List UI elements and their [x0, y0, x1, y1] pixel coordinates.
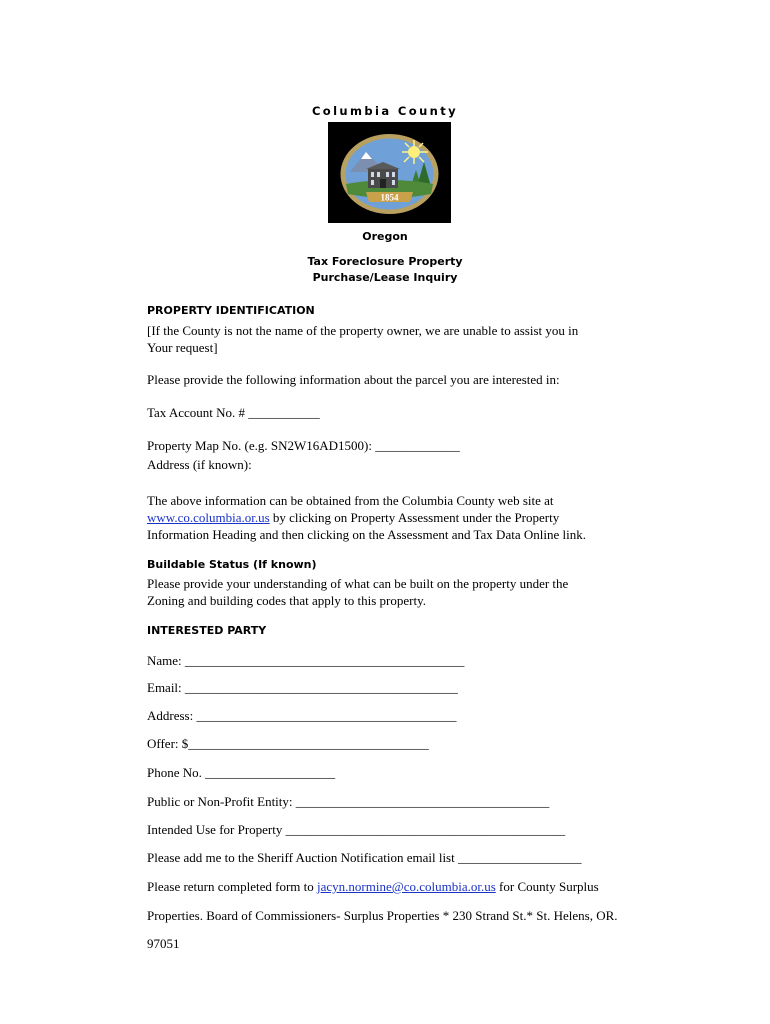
name-field[interactable]: Name: ___________________________________________ [147, 653, 465, 668]
return-prefix: Please return completed form to [147, 879, 318, 894]
county-title: Columbia County [311, 104, 459, 118]
return-suffix: for County Surplus [495, 879, 599, 894]
return-email-link[interactable]: jacyn.normine@co.columbia.or.us [317, 879, 496, 894]
entity-field[interactable]: Public or Non-Profit Entity: _______________________________________ [147, 794, 550, 809]
county-seal [328, 122, 451, 223]
interested-party-heading: INTERESTED PARTY [147, 624, 267, 637]
info-source-line3: Information Heading and then clicking on the Assessment and Tax Data Online link. [147, 527, 586, 542]
county-seal-image [328, 122, 451, 223]
property-identification-heading: PROPERTY IDENTIFICATION [147, 304, 315, 317]
phone-field[interactable]: Phone No. ____________________ [147, 765, 336, 780]
info-source-line2-rest: by clicking on Property Assessment under the Property [269, 510, 560, 525]
auction-notification-field[interactable]: Please add me to the Sheriff Auction Notification email list ___________________ [147, 850, 582, 865]
return-instructions-line2: Properties. Board of Commissioners- Surplus Properties * 230 Strand St.* St. Helens, OR. [147, 908, 618, 923]
tax-account-field[interactable]: Tax Account No. # ___________ [147, 405, 320, 420]
info-source-line1: The above information can be obtained from the Columbia County web site at [147, 493, 554, 508]
intended-use-field[interactable]: Intended Use for Property ___________________________________________ [147, 822, 566, 837]
ownership-notice [147, 322, 707, 356]
return-instructions-line1 [147, 878, 707, 895]
ownership-notice-line1: [If the County is not the name of the property owner, we are unable to assist you in [147, 323, 579, 338]
address-field[interactable]: Address (if known): [147, 457, 252, 472]
info-source-paragraph [147, 492, 707, 543]
email-field[interactable]: Email: __________________________________________ [147, 680, 458, 695]
buildable-paragraph [147, 575, 707, 609]
county-website-link[interactable]: www.co.columbia.or.us [147, 510, 270, 525]
buildable-line1: Please provide your understanding of what can be built on the property under the [147, 576, 569, 591]
form-title-line1: Tax Foreclosure Property [307, 255, 463, 268]
property-map-field[interactable]: Property Map No. (e.g. SN2W16AD1500): _____________ [147, 438, 460, 453]
state-label: Oregon [362, 230, 408, 243]
zip-code: 97051 [147, 936, 180, 951]
form-title-line2: Purchase/Lease Inquiry [312, 271, 458, 284]
seal-year: 1854 [380, 192, 399, 203]
ownership-notice-line2: Your request] [147, 340, 218, 355]
info-source-line2 [147, 509, 707, 526]
offer-field[interactable]: Offer: $_____________________________________ [147, 736, 429, 751]
parcel-info-intro: Please provide the following information about the parcel you are interested in: [147, 372, 560, 387]
party-address-field[interactable]: Address: ________________________________________ [147, 708, 457, 723]
buildable-status-heading: Buildable Status (If known) [147, 558, 317, 571]
buildable-line2: Zoning and building codes that apply to this property. [147, 593, 426, 608]
